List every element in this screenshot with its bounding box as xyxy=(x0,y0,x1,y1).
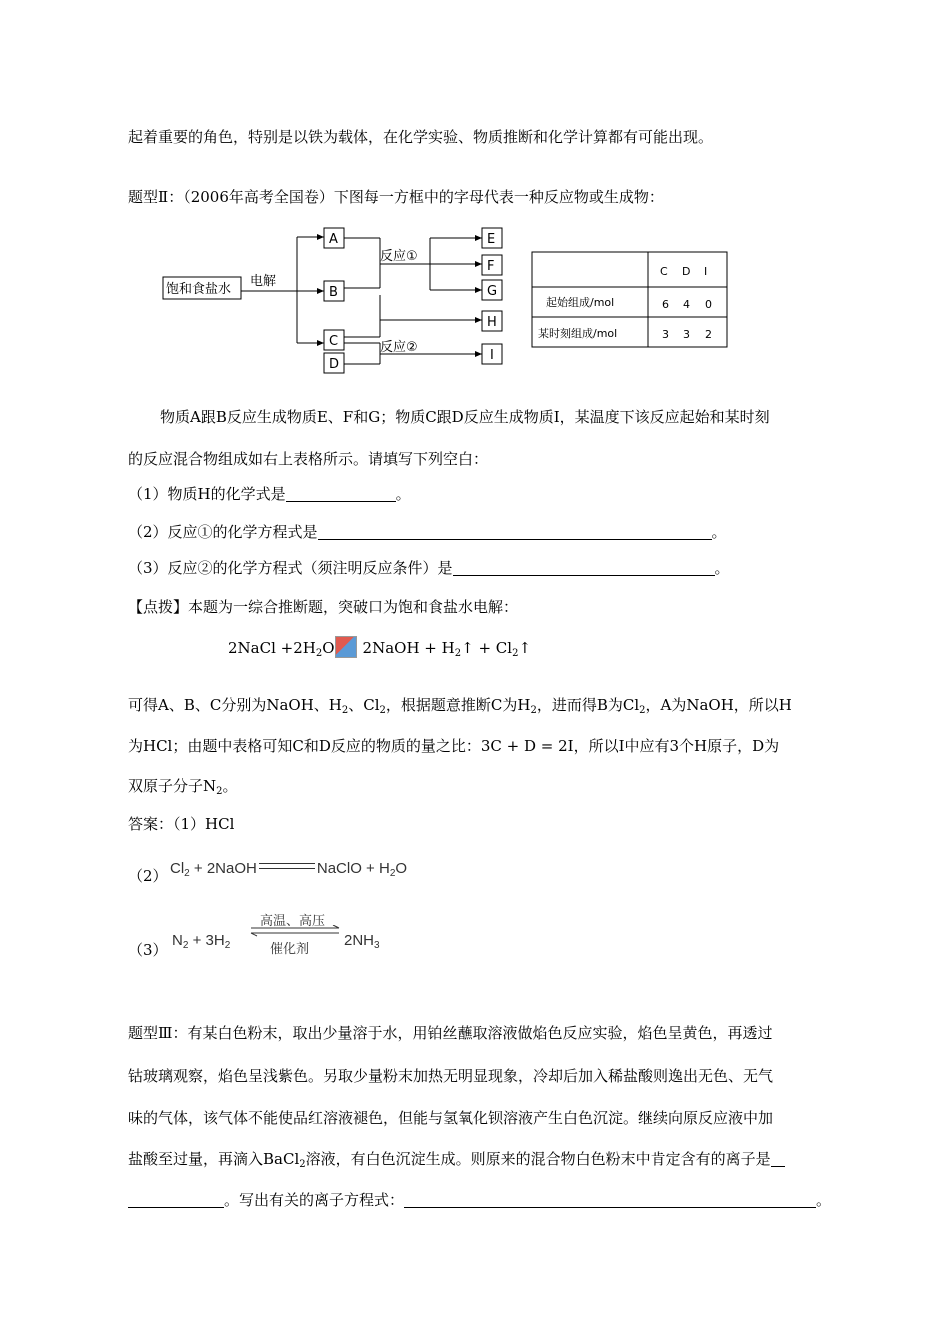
answer-blank-3[interactable] xyxy=(453,559,715,576)
double-line-icon xyxy=(259,863,315,869)
eq-part: N xyxy=(172,932,183,949)
broken-image-icon xyxy=(335,636,357,658)
answer-3-product xyxy=(344,932,380,951)
question-3-line-4 xyxy=(128,1149,785,1175)
answer-3 xyxy=(128,940,168,960)
exp-sub: 2 xyxy=(379,705,386,716)
answer-2-label: （2） xyxy=(128,867,168,885)
eq-part: O xyxy=(395,860,408,877)
q3-sub: 2 xyxy=(299,1159,306,1170)
question-1 xyxy=(128,484,411,504)
question-2-period: 。 xyxy=(711,523,727,541)
question-3-line-1: 题型Ⅲ：有某白色粉末，取出少量溶于水，用铂丝蘸取溶液做焰色反应实验，焰色呈黄色，再透过 xyxy=(128,1024,773,1042)
box-saturated-brine: 饱和食盐水 xyxy=(166,282,232,297)
label-reaction-1: 反应① xyxy=(380,249,418,264)
explanation-line-2: 为HCl；由题中表格可知C和D反应的物质的量之比：3C + D = 2I，所以I中应有3个H原子，D为 xyxy=(128,737,780,755)
table-cell: 3 xyxy=(662,328,669,341)
eq-part: + H xyxy=(361,860,390,877)
exp-part: 。 xyxy=(222,777,238,795)
eq-sub: 2 xyxy=(389,868,396,879)
answer-2 xyxy=(128,866,168,886)
paragraph-description-cont: 的反应混合物组成如右上表格所示。请填写下列空白： xyxy=(128,450,489,468)
answer-1: 答案：（1）HCl xyxy=(128,815,235,833)
q3-part: 。写出有关的离子方程式： xyxy=(224,1191,405,1209)
answer-2-equation xyxy=(170,860,407,879)
table-header-c: C xyxy=(660,265,668,278)
answer-3-equation xyxy=(172,932,230,951)
exp-part: 双原子分子N xyxy=(128,777,217,795)
question-2-title: 题型Ⅱ：（2006年高考全国卷）下图每一方框中的字母代表一种反应物或生成物： xyxy=(128,188,664,206)
eq-sub: 2 xyxy=(224,940,231,951)
table-row-label: 某时刻组成/mol xyxy=(538,327,618,340)
label-reaction-2: 反应② xyxy=(380,340,418,355)
table-cell: 6 xyxy=(662,298,669,311)
exp-sub: 2 xyxy=(639,705,646,716)
question-3-line-2: 钴玻璃观察，焰色呈浅紫色。另取少量粉末加热无明显现象，冷却后加入稀盐酸则逸出无色、无气 xyxy=(128,1067,774,1085)
q3-part: 盐酸至过量，再滴入BaCl xyxy=(128,1150,300,1168)
box-f: F xyxy=(487,259,495,274)
paragraph-intro: 起着重要的角色，特别是以铁为载体，在化学实验、物质推断和化学计算都有可能出现。 xyxy=(128,128,714,146)
eq-sub: 2 xyxy=(182,940,189,951)
exp-part: ，根据题意推断C为H xyxy=(385,696,531,714)
exp-part: ，A为NaOH，所以H xyxy=(645,696,792,714)
table-header-d: D xyxy=(682,265,691,278)
question-3-period: 。 xyxy=(714,559,730,577)
eq-part: + 3H xyxy=(188,932,225,949)
reaction-condition-bottom: 催化剂 xyxy=(270,941,310,956)
eq-part: 2NaCl +2H xyxy=(228,639,316,657)
eq-part: + 2NaOH xyxy=(189,860,257,877)
eq-sub: 2 xyxy=(315,648,323,659)
q3-part: 溶液，有白色沉淀生成。则原来的混合物白色粉末中肯定含有的离子是 xyxy=(305,1150,771,1168)
table-cell: 4 xyxy=(683,298,690,311)
box-e: E xyxy=(487,232,496,247)
explanation-line-3 xyxy=(128,776,238,802)
exp-part: 可得A、B、C分别为NaOH、H xyxy=(128,696,342,714)
question-2-text: （2）反应①的化学方程式是 xyxy=(128,523,318,541)
table-header-i: I xyxy=(704,265,708,278)
answer-blank-ions-start[interactable] xyxy=(771,1150,785,1167)
exp-part: 、Cl xyxy=(348,696,380,714)
table-row-label: 起始组成/mol xyxy=(546,296,615,309)
paragraph-description: 物质A跟B反应生成物质E、F和G；物质C跟D反应生成物质I，某温度下该反应起始和某时刻 xyxy=(160,408,770,426)
eq-part: 2NH xyxy=(344,932,375,949)
electrolysis-equation xyxy=(228,636,531,664)
table-cell: 3 xyxy=(683,328,690,341)
table-cell: 0 xyxy=(705,298,712,311)
question-3-line-5 xyxy=(128,1190,831,1210)
eq-sub: 2 xyxy=(512,648,519,659)
reversible-arrow-icon xyxy=(247,925,343,937)
question-1-text: （1）物质H的化学式是 xyxy=(128,485,286,503)
answer-blank-ionic-equation[interactable] xyxy=(404,1191,816,1208)
hint-text: 【点拨】本题为一综合推断题，突破口为饱和食盐水电解： xyxy=(128,598,519,616)
box-h: H xyxy=(487,315,497,330)
question-3-text: （3）反应②的化学方程式（须注明反应条件）是 xyxy=(128,559,453,577)
eq-part: NaClO xyxy=(316,860,362,877)
exp-part: ，进而得B为Cl xyxy=(536,696,640,714)
eq-part: ↑ + Cl xyxy=(461,639,513,657)
box-b: B xyxy=(329,285,338,300)
eq-sub: 2 xyxy=(184,868,190,879)
eq-part: 2NaOH + H xyxy=(362,639,455,657)
explanation-line-1 xyxy=(128,695,792,721)
box-i: I xyxy=(490,348,494,363)
q3-period: 。 xyxy=(816,1191,832,1209)
table-cell: 2 xyxy=(705,328,712,341)
answer-3-label: （3） xyxy=(128,941,168,959)
exp-sub: 2 xyxy=(216,786,223,797)
question-3-line-3: 味的气体，该气体不能使品红溶液褪色，但能与氢氧化钡溶液产生白色沉淀。继续向原反应液中加 xyxy=(128,1109,774,1127)
eq-part: O xyxy=(322,639,335,657)
box-g: G xyxy=(487,284,498,299)
answer-blank-ions[interactable] xyxy=(128,1191,224,1208)
box-d: D xyxy=(329,357,340,372)
answer-blank-1[interactable] xyxy=(286,485,396,502)
reaction-condition-top: 高温、高压 xyxy=(260,913,326,928)
eq-sub: 2 xyxy=(454,648,462,659)
exp-sub: 2 xyxy=(530,705,537,716)
question-2 xyxy=(128,522,727,542)
question-3 xyxy=(128,558,730,578)
reaction-diagram xyxy=(160,225,750,375)
eq-part: Cl xyxy=(170,860,185,877)
eq-part: ↑ xyxy=(518,639,532,657)
box-c: C xyxy=(329,334,339,349)
exp-sub: 2 xyxy=(341,705,349,716)
question-1-period: 。 xyxy=(395,485,411,503)
eq-sub: 3 xyxy=(374,940,380,951)
answer-blank-2[interactable] xyxy=(318,523,712,540)
box-a: A xyxy=(329,232,338,247)
label-electrolysis: 电解 xyxy=(250,274,277,289)
